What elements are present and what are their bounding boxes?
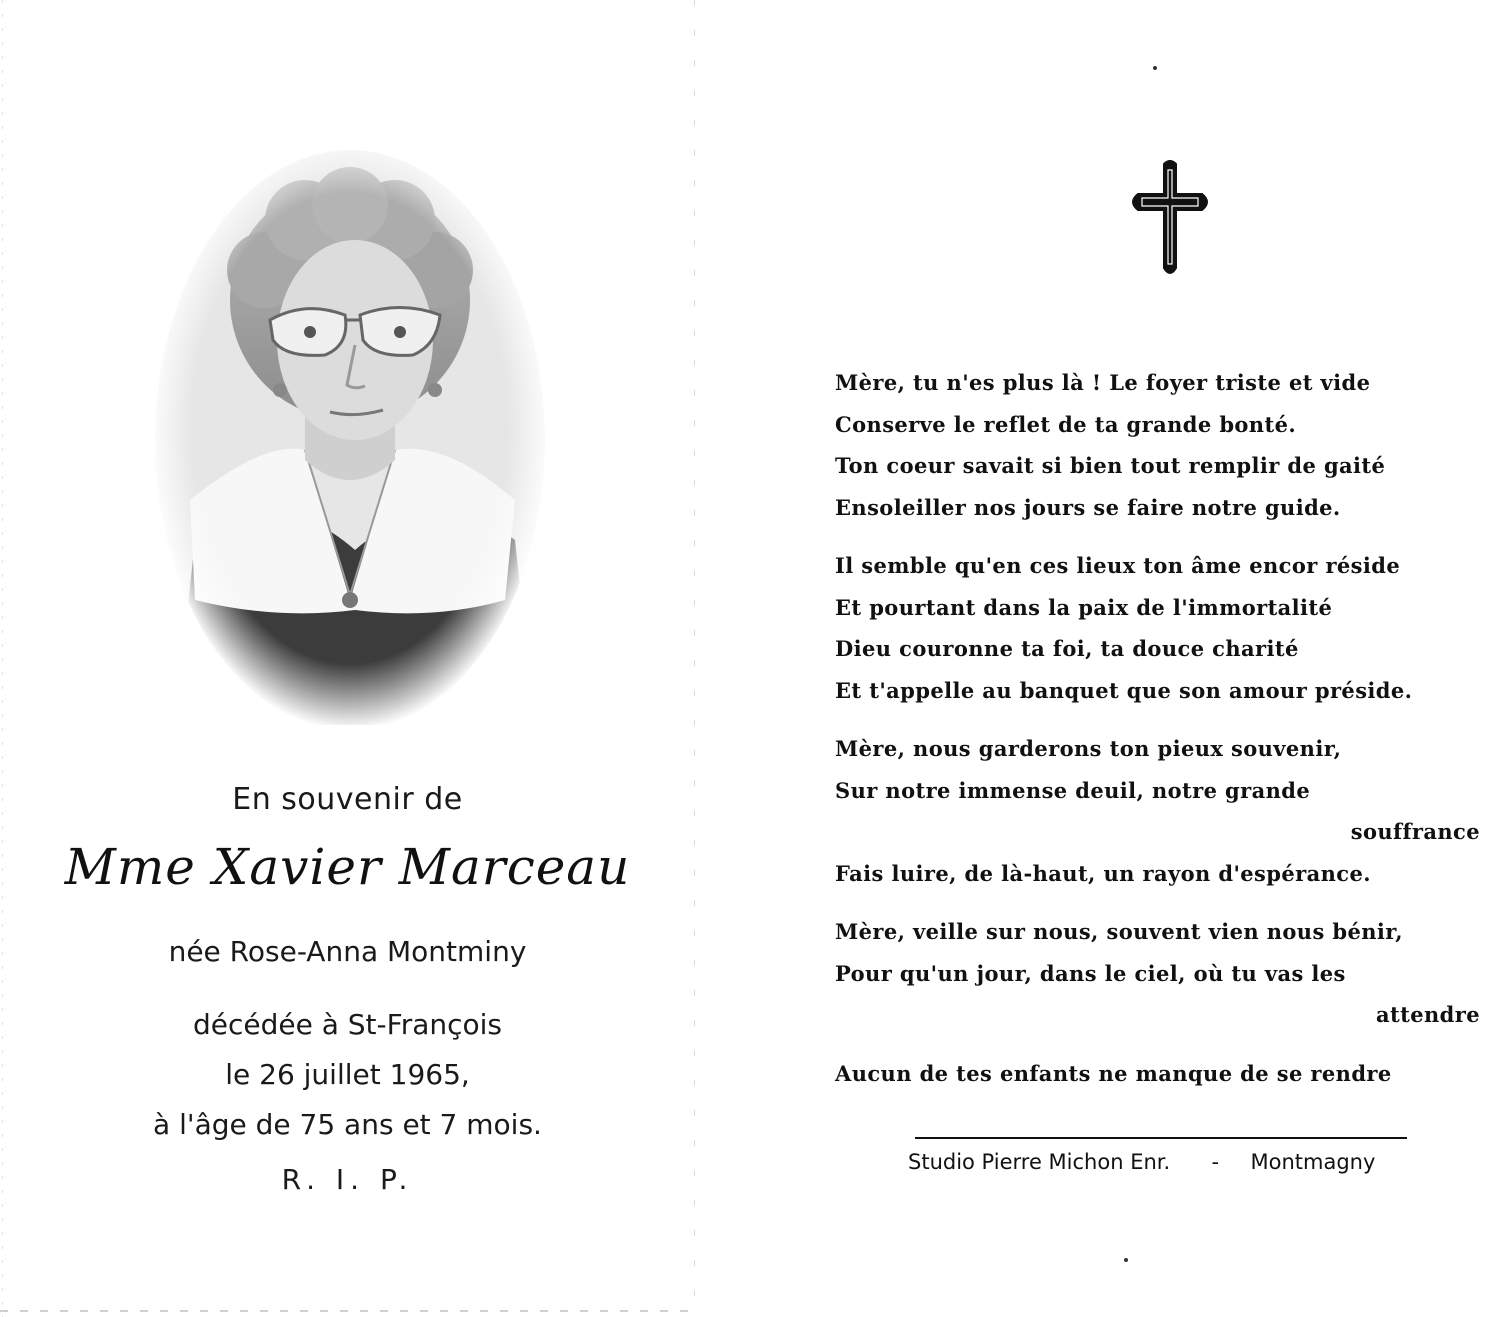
poem-line: Et pourtant dans la paix de l'immortalité [835,594,1333,620]
age-text: à l'âge de 75 ans et 7 mois. [153,1108,542,1141]
poem-stanza [835,911,1480,1036]
poem-line: Mère, veille sur nous, souvent vien nous bénir, [835,919,1403,944]
footer-rule [915,1137,1407,1139]
poem-stanza [835,1053,1480,1095]
poem-stanza [835,545,1480,711]
death-date: le 26 juillet 1965, [225,1058,470,1091]
poem-line: Pour qu'un jour, dans le ciel, où tu vas les [835,960,1346,986]
poem-line: Il semble qu'en ces lieux ton âme encor réside [835,553,1401,578]
poem-line-continuation: attendre [1376,1002,1480,1027]
poem-line: Sur notre immense deuil, notre grande [835,777,1311,803]
poem-line-continuation: souffrance [1350,819,1480,844]
poem-line: Dieu couronne ta foi, ta douce charité [835,636,1299,661]
deceased-name: Mme Xavier Marceau [64,838,631,896]
studio-name: Studio Pierre Michon Enr. [908,1150,1171,1174]
poem-line: Aucun de tes enfants ne manque de se rendre [835,1060,1392,1086]
poem-stanza [835,728,1480,894]
studio-credit [908,1150,1408,1174]
rip-text: R. I. P. [281,1163,414,1196]
memorial-poem [835,362,1480,1111]
portrait-photo [155,150,545,725]
poem-stanza [835,362,1480,528]
poem-line: Mère, tu n'es plus là ! Le foyer triste et vide [835,370,1371,395]
print-speck [1153,66,1157,70]
credit-separator: - [1211,1150,1220,1174]
poem-line: Mère, nous garderons ton pieux souvenir, [835,736,1342,761]
poem-line: Fais luire, de là-haut, un rayon d'espérance. [835,860,1371,886]
death-place: décédée à St-François [192,1008,503,1041]
poem-line: Conserve le reflet de ta grande bonté. [835,411,1297,437]
poem-line: Ensoleiller nos jours se faire notre guide. [835,494,1341,520]
intro-text: En souvenir de [232,782,463,817]
poem-line: Ton coeur savait si bien tout remplir de gaité [835,453,1386,478]
maiden-name: née Rose-Anna Montminy [168,935,527,968]
studio-city: Montmagny [1250,1150,1376,1174]
cross-icon [1128,160,1212,280]
poem-line: Et t'appelle au banquet que son amour préside. [835,677,1413,703]
print-speck [1124,1258,1128,1262]
